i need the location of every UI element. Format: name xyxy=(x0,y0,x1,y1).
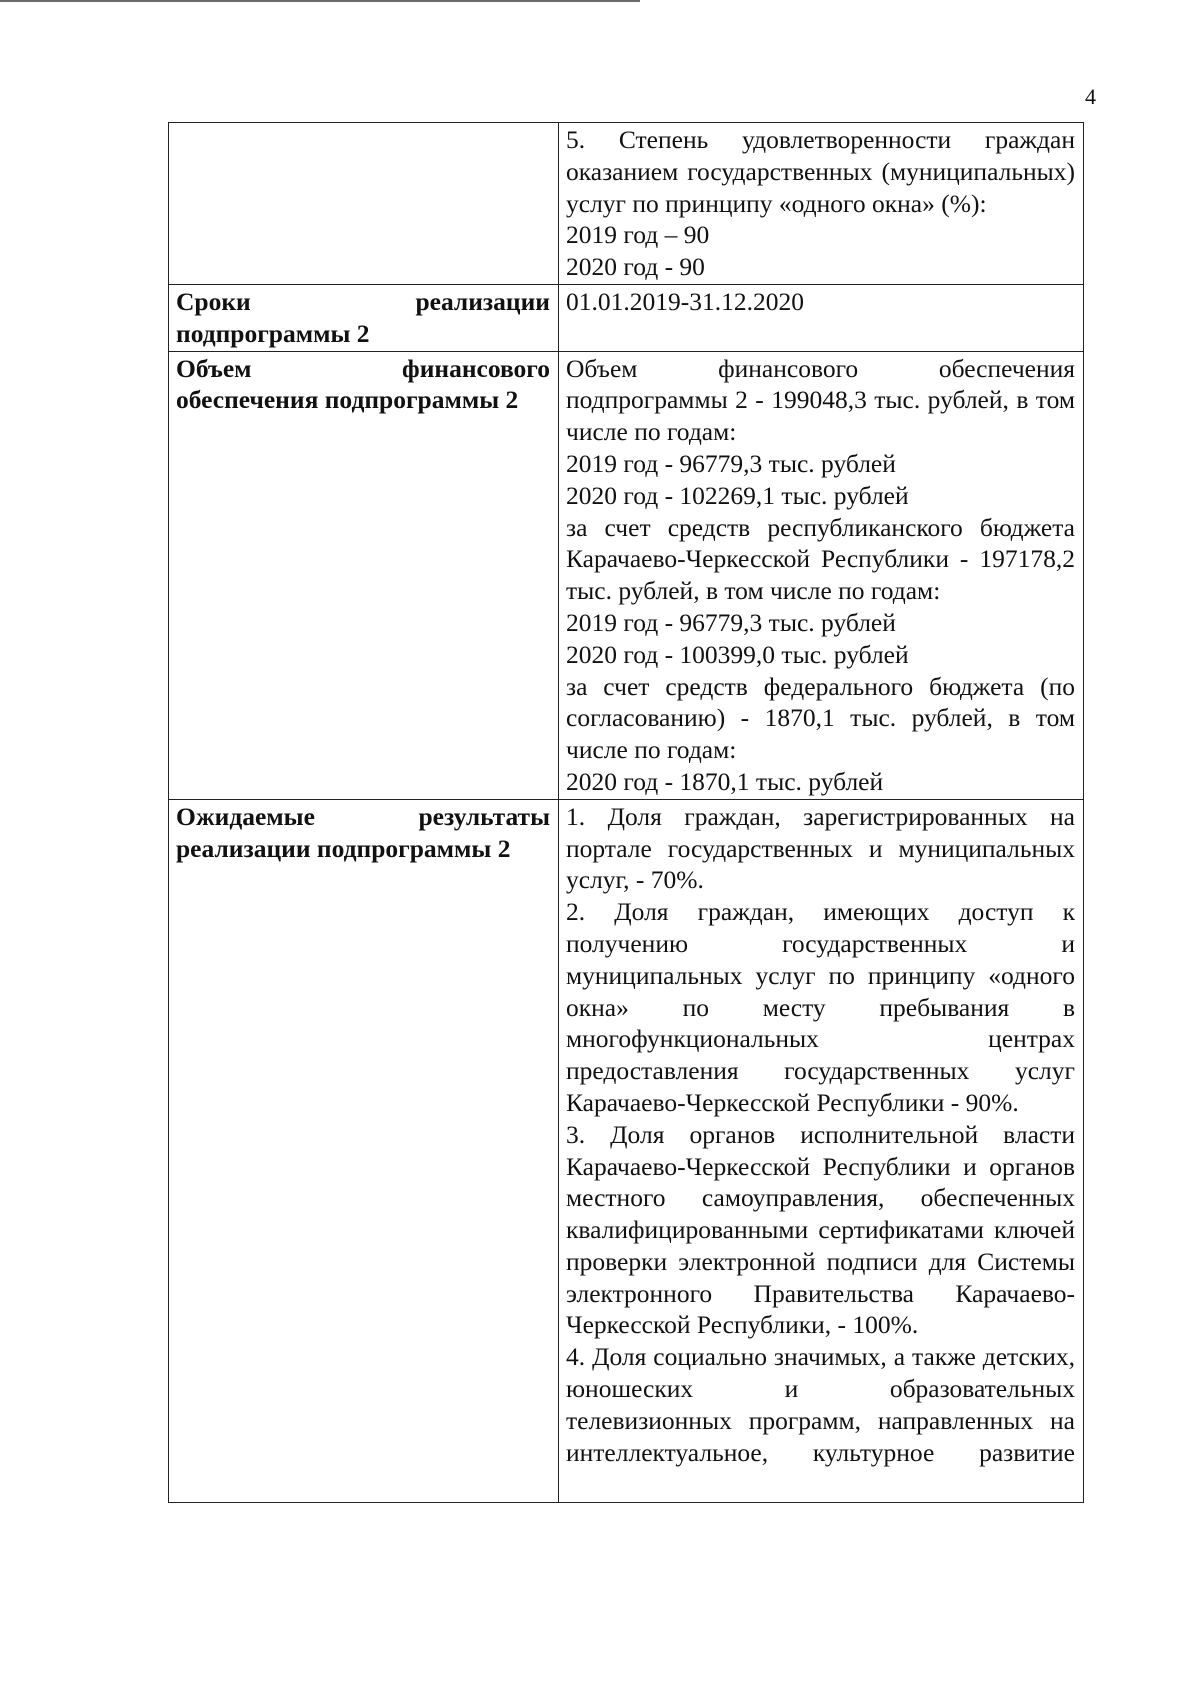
funding-year-line: 2019 год - 96779,3 тыс. рублей xyxy=(566,607,896,637)
funding-intro-text: Объем финансового обеспечения подпрограммы 2 - 199048,3 тыс. рублей, в том числе по годам: xyxy=(566,353,1075,447)
funding-year-line: 2020 год - 1870,1 тыс. рублей xyxy=(566,766,884,796)
table-row xyxy=(169,799,1084,1502)
year-value-line: 2020 год - 90 xyxy=(566,252,705,282)
expected-result-item: 3. Доля органов исполнительной власти Карачаево-Черкесской Республики и органов местного самоуправления, обеспеченных квалифицированными сертификатами ключей проверки электронной подписи для Системы электронного Правительства Карачаево-Черкесской Республики, - 100%. xyxy=(566,1119,1075,1340)
funding-year-line: 2020 год - 100399,0 тыс. рублей xyxy=(566,639,909,669)
expected-result-item: 4. Доля социально значимых, а также детских, юношеских и образовательных телевизионных программ, направленных на интеллектуальное, культурное развитие xyxy=(566,1342,1075,1467)
funding-volume-label: Объем финансового обеспечения подпрограммы 2 xyxy=(169,351,559,799)
implementation-period-value: 01.01.2019-31.12.2020 xyxy=(566,286,804,316)
page-number: 4 xyxy=(1085,84,1096,109)
funding-year-line: 2020 год - 102269,1 тыс. рублей xyxy=(566,480,909,510)
row-value-cell xyxy=(559,799,1084,1502)
expected-results-label: Ожидаемые результаты реализации подпрограммы 2 xyxy=(169,799,559,1502)
regional-budget-text: за счет средств республиканского бюджета Карачаево-Черкесской Республики - 197178,2 тыс. рублей, в том числе по годам: xyxy=(566,512,1075,606)
table-row xyxy=(169,351,1084,799)
year-value-line: 2019 год – 90 xyxy=(566,220,710,250)
scan-edge-line xyxy=(0,0,640,2)
table-row xyxy=(169,123,1084,285)
row-value-cell xyxy=(559,284,1084,351)
subprogram-passport-table xyxy=(168,122,1084,1503)
row-value-cell xyxy=(559,123,1084,285)
funding-year-line: 2019 год - 96779,3 тыс. рублей xyxy=(566,448,896,478)
expected-result-item: 1. Доля граждан, зарегистрированных на портале государственных и муниципальных услуг, - 70%. xyxy=(566,801,1075,895)
federal-budget-text: за счет средств федерального бюджета (по согласованию) - 1870,1 тыс. рублей, в том числе по годам: xyxy=(566,671,1075,765)
table-row xyxy=(169,284,1084,351)
expected-result-item: 2. Доля граждан, имеющих доступ к получению государственных и муниципальных услуг по принципу «одного окна» по месту пребывания в многофункциональных центрах предоставления государственных услуг Карачаево-Черкесской Республики - 90%. xyxy=(566,897,1075,1117)
implementation-period-label: Сроки реализации подпрограммы 2 xyxy=(169,284,559,351)
row-label-cell xyxy=(169,123,559,285)
indicator-5-text: 5. Степень удовлетворенности граждан оказанием государственных (муниципальных) услуг по принципу «одного окна» (%): xyxy=(566,125,1075,218)
row-value-cell xyxy=(559,351,1084,799)
